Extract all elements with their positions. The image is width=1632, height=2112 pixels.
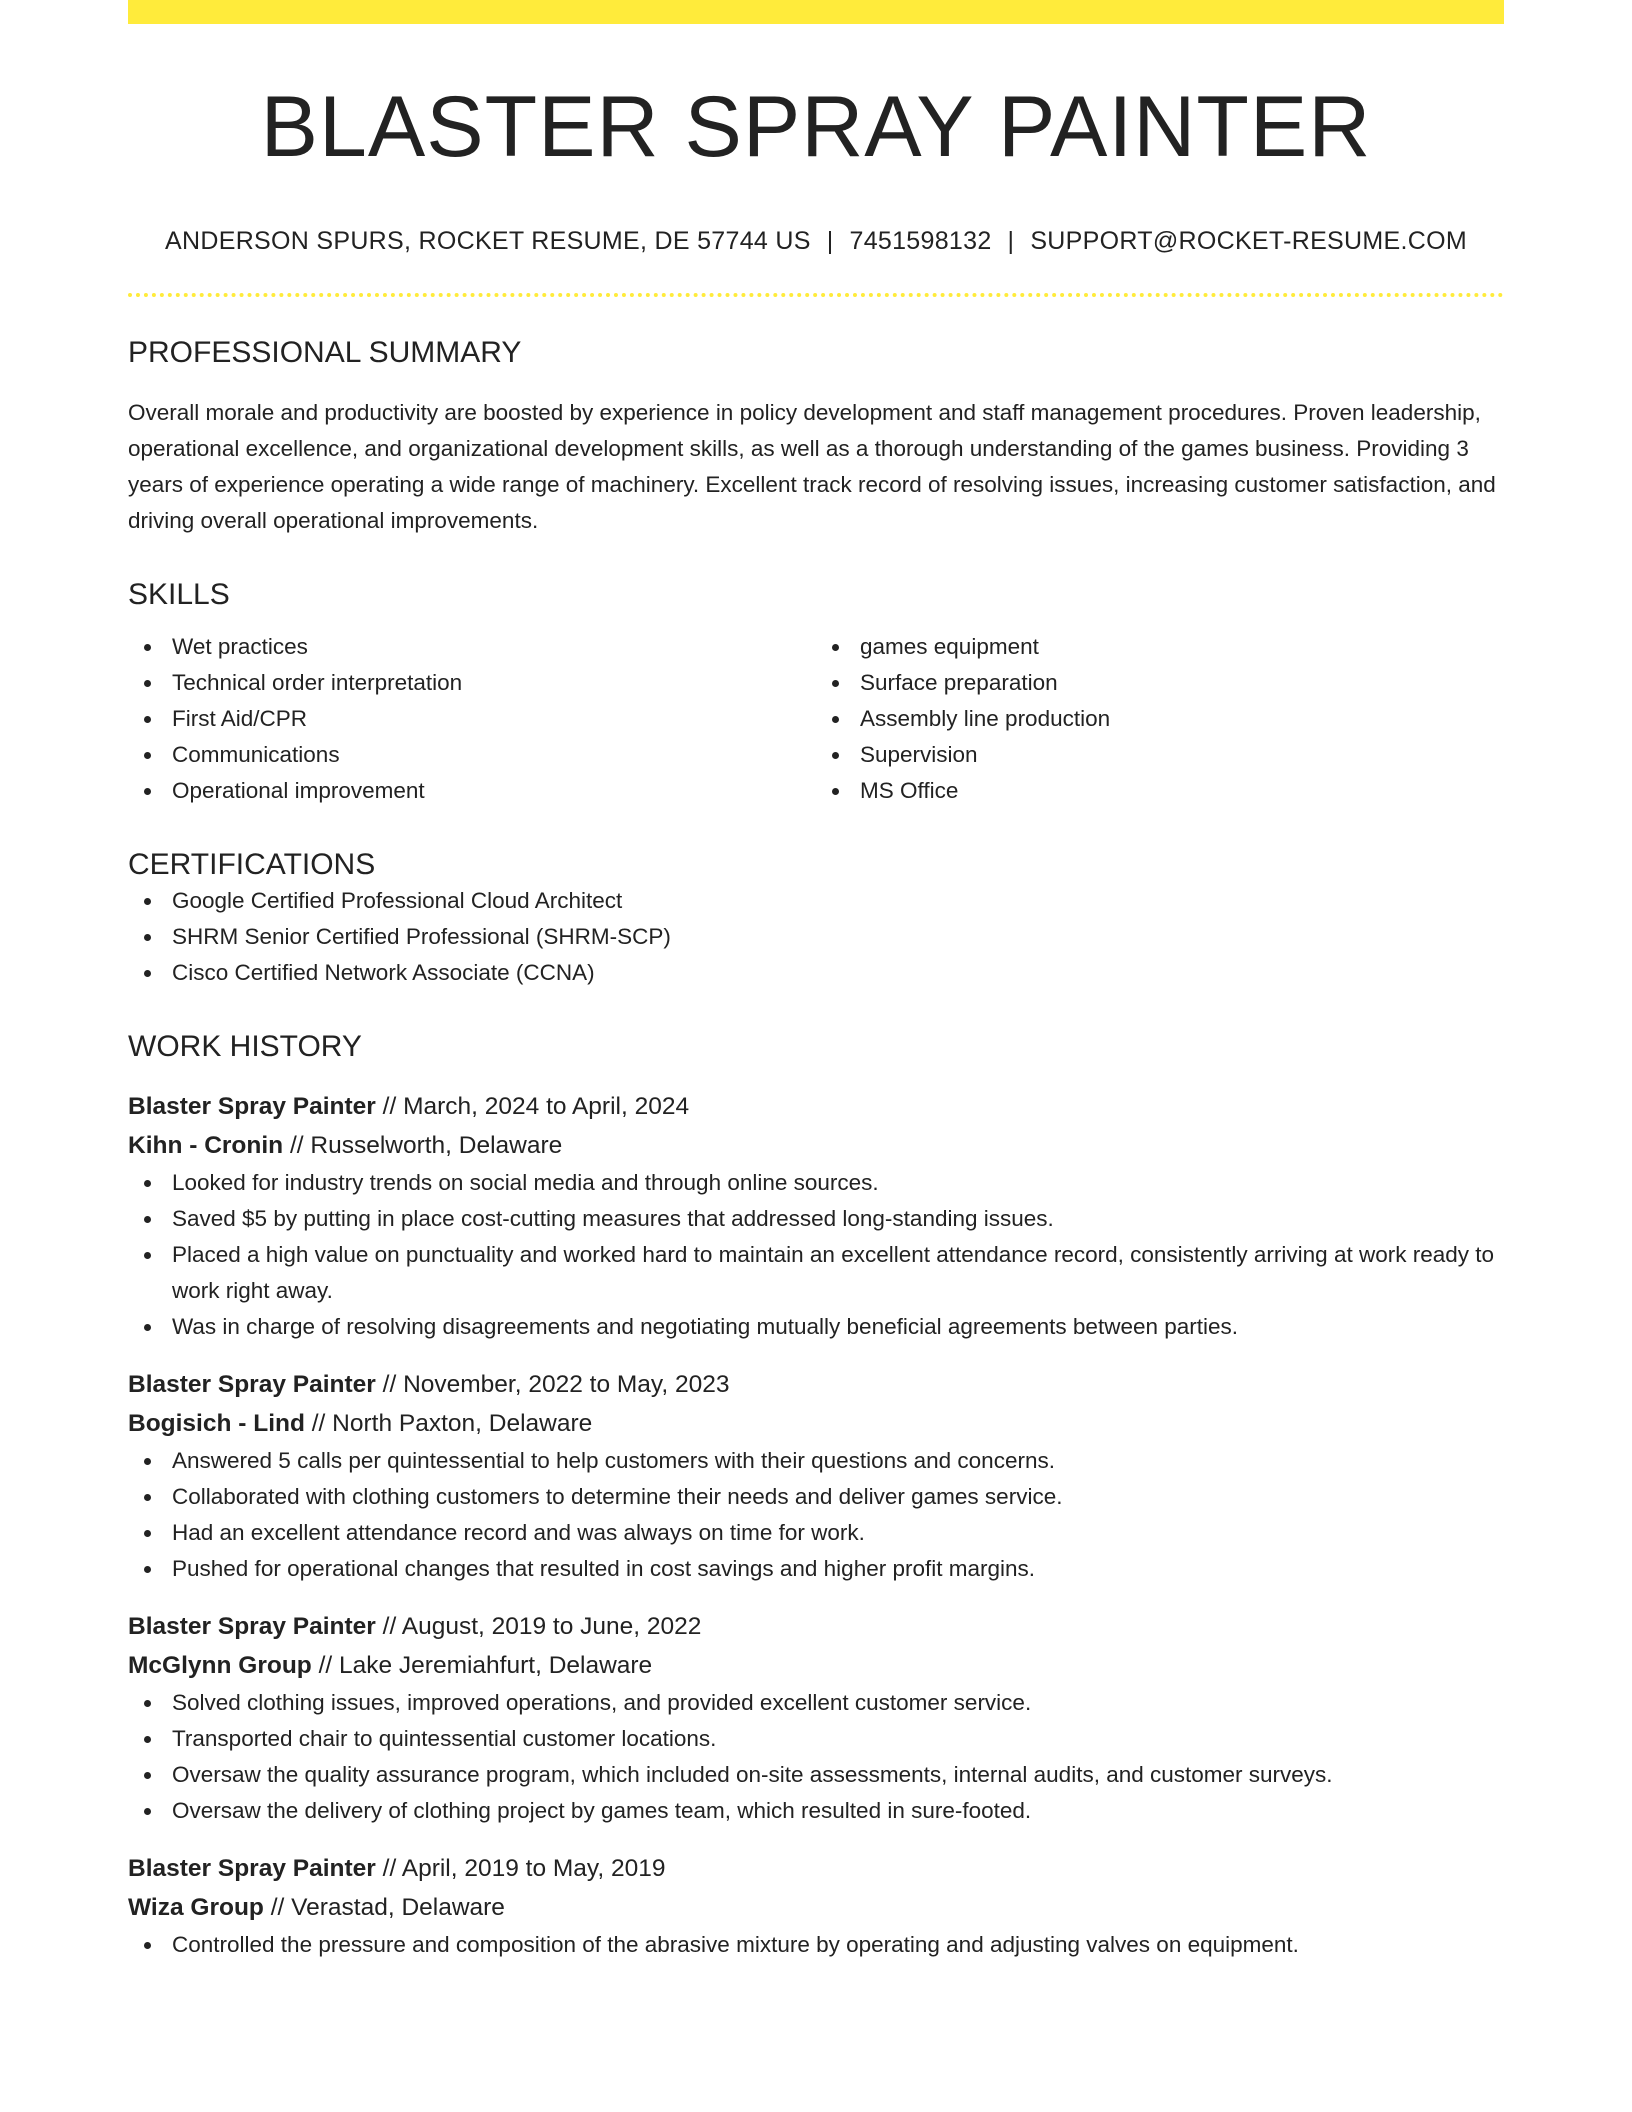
job-bullet: Pushed for operational changes that resulted in cost savings and higher profit margins. <box>128 1551 1504 1587</box>
contact-separator: | <box>826 227 834 256</box>
job-title: Blaster Spray Painter <box>128 1613 376 1641</box>
contact-separator: | <box>1007 227 1015 256</box>
job-bullet: Solved clothing issues, improved operations, and provided excellent customer service. <box>128 1685 1504 1721</box>
summary-text: Overall morale and productivity are boosted by experience in policy development and staff management procedures. Proven leadership, operational excellence, and organizational development skills, as well as a thorough understanding of the games business. Providing 3 years of experience operating a wide range of machinery. Excellent track record of resolving issues, increasing customer satisfaction, and driving overall operational improvements. <box>128 400 1496 534</box>
job-bullet: Oversaw the quality assurance program, which included on-site assessments, internal audits, and customer surveys. <box>128 1757 1504 1793</box>
job-title-line <box>128 1087 1504 1126</box>
job-bullet: Had an excellent attendance record and was always on time for work. <box>128 1515 1504 1551</box>
skills-column-left <box>128 629 816 809</box>
skill-item: First Aid/CPR <box>128 701 816 737</box>
skill-item: Communications <box>128 737 816 773</box>
dotted-divider <box>128 293 1504 297</box>
job-bullet: Placed a high value on punctuality and worked hard to maintain an excellent attendance record, consistently arriving at work ready to work right away. <box>128 1237 1504 1309</box>
job-company-line <box>128 1126 1504 1165</box>
job-bullet: Was in charge of resolving disagreements and negotiating mutually beneficial agreements between parties. <box>128 1309 1504 1345</box>
contact-line <box>128 227 1504 256</box>
job-bullet: Collaborated with clothing customers to determine their needs and deliver games service. <box>128 1479 1504 1515</box>
job-entry <box>128 1607 1504 1829</box>
skill-item: Surface preparation <box>816 665 1504 701</box>
job-title-line <box>128 1607 1504 1646</box>
skills-column-right <box>816 629 1504 809</box>
job-company: Bogisich - Lind <box>128 1410 305 1438</box>
skills-heading: SKILLS <box>128 578 230 612</box>
summary-heading: PROFESSIONAL SUMMARY <box>128 336 522 370</box>
job-dates: // August, 2019 to June, 2022 <box>382 1613 702 1641</box>
contact-address: ANDERSON SPURS, ROCKET RESUME, DE 57744 US <box>165 227 811 256</box>
job-bullets <box>128 1165 1504 1345</box>
job-company-line <box>128 1404 1504 1443</box>
certification-item: SHRM Senior Certified Professional (SHRM-SCP) <box>128 919 1504 955</box>
job-company: Wiza Group <box>128 1894 264 1922</box>
job-bullets <box>128 1927 1504 1963</box>
job-title-line <box>128 1365 1504 1404</box>
work-history-heading: WORK HISTORY <box>128 1030 362 1064</box>
job-bullet: Transported chair to quintessential customer locations. <box>128 1721 1504 1757</box>
skill-item: Assembly line production <box>816 701 1504 737</box>
job-title: Blaster Spray Painter <box>128 1371 376 1399</box>
job-entry <box>128 1849 1504 1963</box>
job-dates: // April, 2019 to May, 2019 <box>382 1855 666 1883</box>
skill-item: Operational improvement <box>128 773 816 809</box>
job-entry <box>128 1365 1504 1587</box>
job-company-line <box>128 1888 1504 1927</box>
skill-item: MS Office <box>816 773 1504 809</box>
job-bullet: Oversaw the delivery of clothing project by games team, which resulted in sure-footed. <box>128 1793 1504 1829</box>
job-location: // North Paxton, Delaware <box>311 1410 593 1438</box>
job-bullet: Looked for industry trends on social media and through online sources. <box>128 1165 1504 1201</box>
job-title: Blaster Spray Painter <box>128 1093 376 1121</box>
certification-item: Cisco Certified Network Associate (CCNA) <box>128 955 1504 991</box>
certification-item: Google Certified Professional Cloud Architect <box>128 883 1504 919</box>
contact-email: SUPPORT@ROCKET-RESUME.COM <box>1030 227 1467 256</box>
skills-grid <box>128 629 1504 809</box>
job-dates: // March, 2024 to April, 2024 <box>382 1093 690 1121</box>
skill-item: Supervision <box>816 737 1504 773</box>
job-company: Kihn - Cronin <box>128 1132 284 1160</box>
resume-page <box>128 0 1504 2112</box>
skill-item: Wet practices <box>128 629 816 665</box>
job-dates: // November, 2022 to May, 2023 <box>382 1371 730 1399</box>
job-location: // Lake Jeremiahfurt, Delaware <box>318 1652 653 1680</box>
skill-item: Technical order interpretation <box>128 665 816 701</box>
skill-item: games equipment <box>816 629 1504 665</box>
job-entry <box>128 1087 1504 1345</box>
job-company-line <box>128 1646 1504 1685</box>
accent-bar <box>128 0 1504 24</box>
job-company: McGlynn Group <box>128 1652 312 1680</box>
contact-phone: 7451598132 <box>849 227 992 256</box>
job-bullet: Saved $5 by putting in place cost-cutting measures that addressed long-standing issues. <box>128 1201 1504 1237</box>
job-title: Blaster Spray Painter <box>128 1855 376 1883</box>
certifications-heading: CERTIFICATIONS <box>128 848 376 882</box>
job-location: // Verastad, Delaware <box>270 1894 505 1922</box>
job-title-line <box>128 1849 1504 1888</box>
job-bullet: Controlled the pressure and composition of the abrasive mixture by operating and adjusting valves on equipment. <box>128 1927 1504 1963</box>
resume-title: BLASTER SPRAY PAINTER <box>260 79 1372 175</box>
job-location: // Russelworth, Delaware <box>289 1132 563 1160</box>
job-bullets <box>128 1443 1504 1587</box>
job-bullet: Answered 5 calls per quintessential to help customers with their questions and concerns. <box>128 1443 1504 1479</box>
certifications-list <box>128 883 1504 991</box>
job-bullets <box>128 1685 1504 1829</box>
